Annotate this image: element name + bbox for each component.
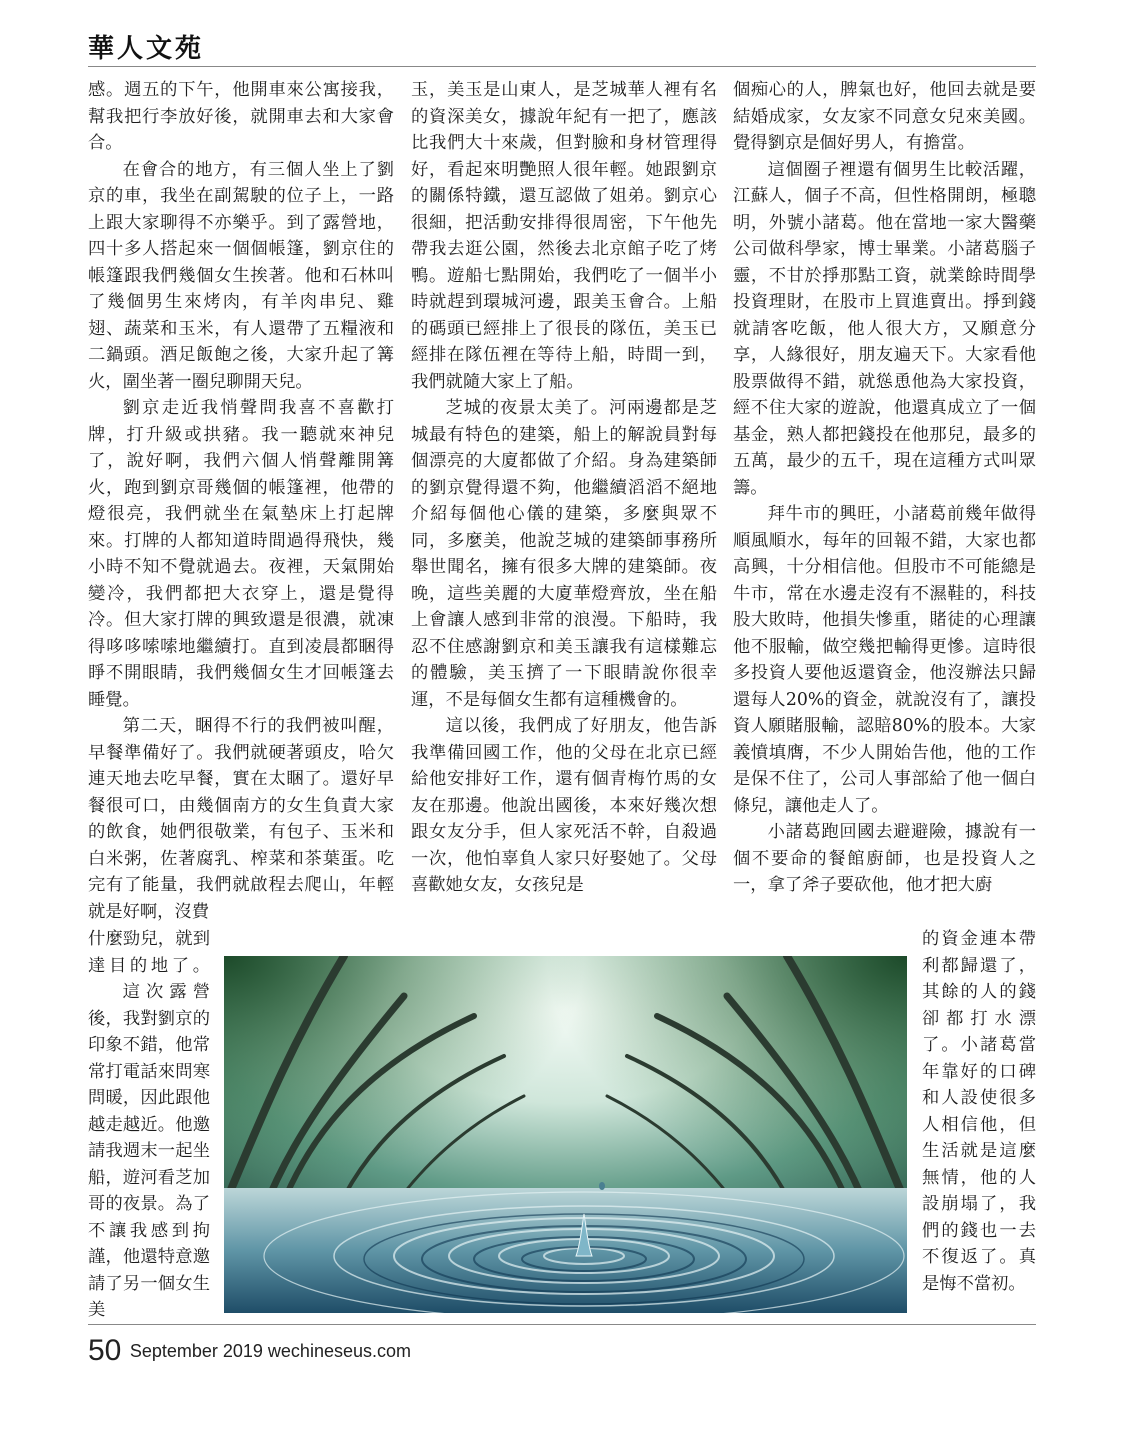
page-footer	[88, 1334, 411, 1368]
paragraph: 什麼勁兒，就到達目的地了。	[88, 929, 210, 976]
paragraph: 玉，美玉是山東人，是芝城華人裡有名的資深美女，據說年紀有一把了，應該比我們大十來歲，但對臉和身材管理得好，看起來明艷照人很年輕。她跟劉京的關係特鐵，還互認做了姐弟。劉京心很細，把活動安排得很周密，下午他先帶我去逛公園，然後去北京館子吃了烤鴨。遊船七點開始，我們吃了一個半小時就趕到環城河邊，跟美玉會合。上船的碼頭已經排上了很長的隊伍，美玉已經排在隊伍裡在等待上船，時間一到，我們就隨大家上了船。	[411, 80, 717, 392]
section-title: 華人文苑	[88, 34, 205, 64]
paragraph: 的資金連本帶利都歸還了，其餘的人的錢卻都打水漂了。小諸葛當年靠好的口碑和人設使很多人相信他，但生活就是這麼無情，他的人設崩塌了，我們的錢也一去不復返了。真是悔不當初。	[922, 929, 1036, 1294]
issue-info: September 2019 wechineseus.com	[129, 1340, 411, 1361]
article-column-1-narrow	[88, 926, 210, 1324]
article-column-3	[733, 77, 1036, 899]
forest-water-illustration	[224, 956, 907, 1313]
footer-divider	[88, 1324, 1036, 1325]
paragraph: 感。週五的下午，他開車來公寓接我，幫我把行李放好後，就開車去和大家會合。	[88, 80, 394, 153]
paragraph: 小諸葛跑回國去避避險，據說有一個不要命的餐館廚師，也是投資人之一，拿了斧子要砍他，他才把大廚	[733, 822, 1036, 895]
paragraph: 這以後，我們成了好朋友，他告訴我準備回國工作，他的父母在北京已經給他安排好工作，還有個青梅竹馬的女友在那邊。他說出國後，本來好幾次想跟女友分手，但人家死活不幹，自殺過一次，他怕辜負人家只好娶她了。父母喜歡她女友，女孩兒是	[411, 716, 717, 895]
paragraph: 劉京走近我悄聲問我喜不喜歡打牌，打升級或拱豬。我一聽就來神兒了，說好啊，我們六個人悄聲離開篝火，跑到劉京哥幾個的帳篷裡，他帶的燈很亮，我們就坐在氣墊床上打起牌來。打牌的人都知道時間過得飛快，幾小時不知不覺就過去。夜裡，天氣開始變冷，我們都把大衣穿上，還是覺得冷。但大家打牌的興致還是很濃，就凍得哆哆嗦嗦地繼續打。直到凌晨都睏得睜不開眼睛，我們幾個女生才回帳篷去睡覺。	[88, 398, 394, 710]
paragraph: 第二天，睏得不行的我們被叫醒，早餐準備好了。我們就硬著頭皮，哈欠連天地去吃早餐，實在太睏了。還好早餐很可口，由幾個南方的女生負責大家的飲食，她們很敬業，有包子、玉米和白米粥，佐著腐乳、榨菜和茶葉蛋。吃完有了能量，我們就啟程去爬山，年輕就是好啊，沒費	[88, 716, 394, 922]
article-column-1	[88, 77, 394, 925]
forest-water-ripple-photo	[224, 956, 907, 1313]
paragraph: 這個圈子裡還有個男生比較活躍，江蘇人，個子不高，但性格開朗，極聰明，外號小諸葛。他在當地一家大醫藥公司做科學家，博士畢業。小諸葛腦子靈，不甘於掙那點工資，就業餘時間學投資理財，在股市上買進賣出。掙到錢就請客吃飯，他人很大方，又願意分享，人緣很好，朋友遍天下。大家看他股票做得不錯，就慫恿他為大家投資，經不住大家的遊說，他還真成立了一個基金，熟人都把錢投在他那兒，最多的五萬，最少的五千，現在這種方式叫眾籌。	[733, 159, 1036, 498]
article-column-2	[411, 77, 717, 899]
article-column-3-narrow	[922, 926, 1036, 1297]
paragraph: 個痴心的人，脾氣也好，他回去就是要結婚成家，女友家不同意女兒來美國。覺得劉京是個好男人，有擔當。	[733, 80, 1036, 153]
paragraph: 拜牛市的興旺，小諸葛前幾年做得順風順水，每年的回報不錯，大家也都高興，十分相信他。但股市不可能總是牛市，常在水邊走沒有不濕鞋的，科技股大敗時，他損失慘重，賭徒的心理讓他不服輸，做空幾把輸得更慘。這時很多投資人要他返還資金，他沒辦法只歸還每人20%的資金，就說沒有了，讓投資人願賭服輸，認賠80%的股本。大家義憤填膺，不少人開始告他，他的工作是保不住了，公司人事部給了他一個白條兒，讓他走人了。	[733, 504, 1036, 816]
paragraph: 芝城的夜景太美了。河兩邊都是芝城最有特色的建築，船上的解說員對每個漂亮的大廈都做了介紹。身為建築師的劉京覺得還不夠，他繼續滔滔不絕地介紹每個他心儀的建築，多麼與眾不同，多麼美，他說芝城的建築師事務所舉世聞名，擁有很多大牌的建築師。夜晚，這些美麗的大廈華燈齊放，坐在船上會讓人感到非常的浪漫。下船時，我忍不住感謝劉京和美玉讓我有這樣難忘的體驗，美玉擠了一下眼睛說你很幸運，不是每個女生都有這種機會的。	[411, 398, 717, 710]
header-divider	[88, 66, 1036, 67]
paragraph: 這次露營後，我對劉京的印象不錯，他常常打電話來問寒問暖，因此跟他越走越近。他邀請我週末一起坐船，遊河看芝加哥的夜景。為了不讓我感到拘謹，他還特意邀請了另一個女生美	[88, 982, 210, 1320]
paragraph: 在會合的地方，有三個人坐上了劉京的車，我坐在副駕駛的位子上，一路上跟大家聊得不亦樂乎。到了露營地，四十多人搭起來一個個帳篷，劉京住的帳篷跟我們幾個女生挨著。他和石林叫了幾個男生來烤肉，有羊肉串兒、雞翅、蔬菜和玉米，有人還帶了五糧液和二鍋頭。酒足飯飽之後，大家升起了篝火，圍坐著一圈兒聊開天兒。	[88, 159, 394, 392]
page-number: 50	[88, 1334, 122, 1367]
